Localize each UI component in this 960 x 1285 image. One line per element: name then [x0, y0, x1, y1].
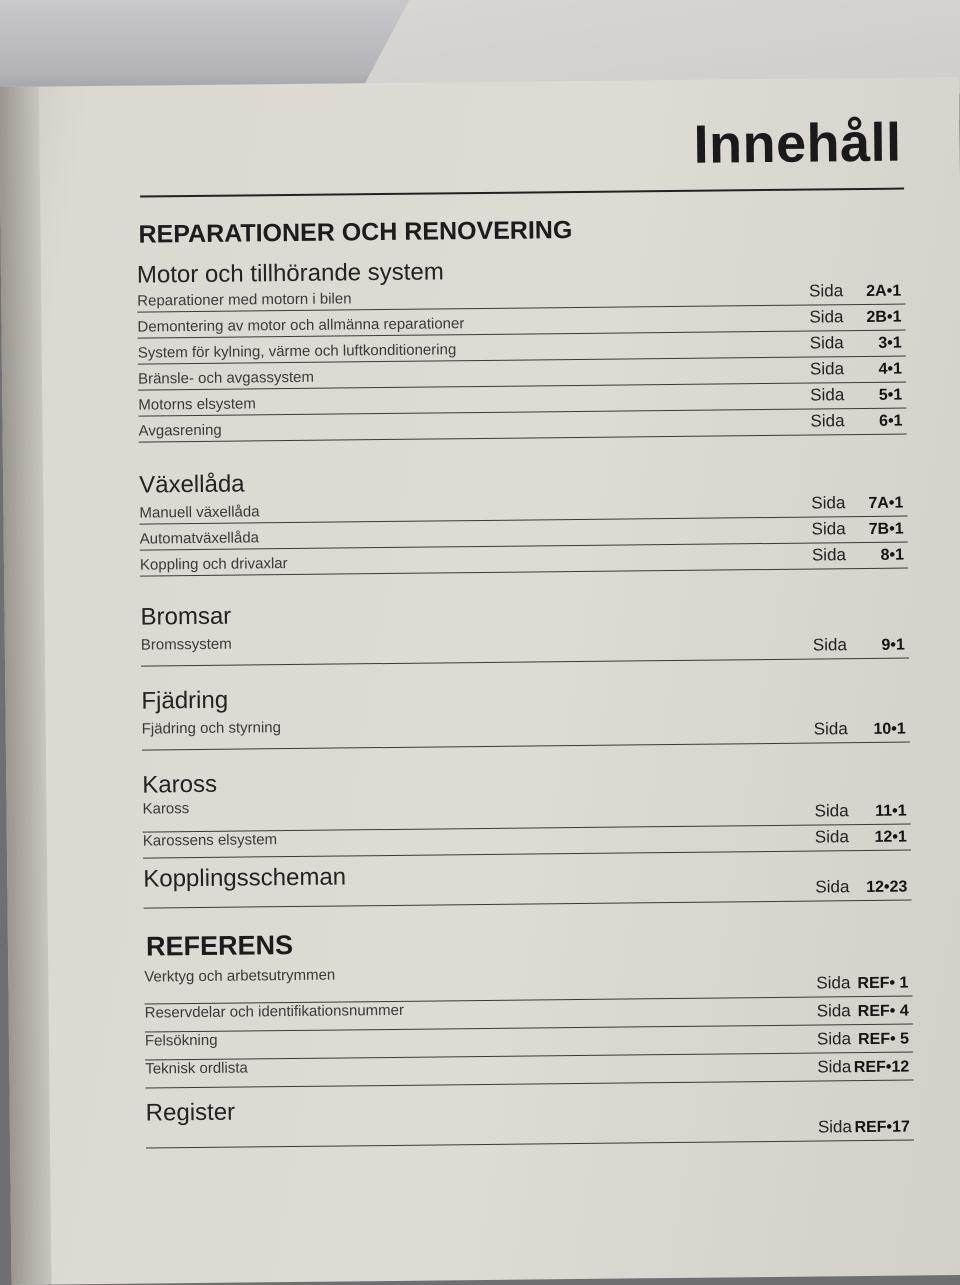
toc-row-sida: Sida [811, 545, 847, 565]
toc-row-sida: Sida [817, 1117, 853, 1137]
toc-row-label: Reparationer med motorn i bilen [137, 290, 352, 310]
group-heading-bromsar: Bromsar [140, 602, 232, 631]
toc-row-sida: Sida [811, 519, 846, 539]
toc-row-sida: Sida [814, 801, 849, 821]
toc-row-sida: Sida [810, 385, 845, 405]
toc-row-label: Teknisk ordlista [145, 1059, 248, 1078]
section-heading-reparationer: REPARATIONER OCH RENOVERING [138, 216, 573, 249]
toc-row-page: 7A•1 [868, 494, 904, 512]
toc-row-sida: Sida [814, 827, 849, 847]
toc-row-label: Automatväxellåda [139, 529, 260, 548]
section-heading-referens: REFERENS [145, 930, 294, 962]
group-heading-fjadring: Fjädring [141, 686, 229, 715]
toc-row-page: REF• 4 [857, 1002, 909, 1021]
toc-row-label: Fjädring och styrning [141, 719, 282, 738]
toc-row-page: 12•1 [874, 828, 907, 846]
toc-row-sida: Sida [816, 1001, 851, 1021]
toc-row-kopplingsscheman [143, 860, 911, 909]
page-title: Innehåll [693, 112, 902, 175]
toc-row-label: Felsökning [144, 1031, 218, 1050]
group-heading-kopplingsscheman: Kopplingsscheman [143, 863, 347, 893]
toc-row-label: Karossens elsystem [142, 831, 278, 850]
toc-row-page: 12•23 [866, 878, 908, 896]
toc-row-page: 11•1 [875, 802, 907, 820]
toc-row-sida: Sida [809, 333, 844, 353]
toc-row-page: REF• 5 [857, 1030, 910, 1049]
toc-row-page: 7B•1 [868, 520, 904, 538]
toc-row-label: Reservdelar och identifikationsnummer [144, 1001, 405, 1022]
toc-row-label: Bränsle- och avgassystem [137, 368, 315, 388]
toc-row-sida: Sida [816, 1029, 852, 1049]
group-heading-vaxellada: Växellåda [139, 470, 245, 499]
toc-row-label: Bromssystem [140, 635, 232, 654]
title-rule [140, 188, 904, 198]
toc-row-sida: Sida [810, 411, 845, 431]
toc-row-page: REF•12 [853, 1058, 910, 1077]
toc-row-sida: Sida [809, 359, 845, 379]
toc-row [141, 624, 909, 667]
toc-row-label: Koppling och drivaxlar [139, 555, 288, 574]
toc-row-page: 8•1 [880, 546, 905, 564]
toc-row-sida: Sida [817, 1057, 852, 1077]
toc-row-sida: Sida [816, 973, 851, 993]
toc-row-page: 10•1 [873, 720, 906, 738]
toc-row-label: System för kylning, värme och luftkonditionering [137, 341, 457, 362]
book-page [0, 77, 960, 1285]
toc-row-label: Avgasrening [138, 421, 222, 440]
toc-row-page: 2A•1 [866, 282, 902, 300]
toc-row-label: Motorns elsystem [138, 395, 256, 414]
toc-row-page: 5•1 [878, 386, 903, 404]
toc-row-page: 3•1 [878, 334, 902, 352]
toc-row-label: Kaross [142, 800, 190, 818]
toc-row-page: REF• 1 [857, 974, 909, 993]
toc-row-sida: Sida [809, 307, 844, 327]
group-heading-kaross: Kaross [142, 770, 218, 799]
toc-row-page: 2B•1 [866, 308, 902, 326]
toc-row-sida: Sida [813, 719, 848, 739]
toc-row [142, 708, 910, 751]
toc-row-label: Verktyg och arbetsutrymmen [144, 966, 336, 986]
toc-row-sida: Sida [809, 281, 844, 301]
toc-row-label: Demontering av motor och allmänna reparationer [137, 315, 465, 336]
toc-row-sida: Sida [811, 493, 846, 513]
toc-row-page: REF•17 [854, 1118, 911, 1137]
toc-row-page: 6•1 [879, 412, 903, 430]
toc-row-page: 4•1 [878, 360, 903, 378]
group-heading-motor: Motor och tillhörande system [136, 258, 444, 289]
toc-row-sida: Sida [812, 635, 847, 655]
group-heading-register: Register [145, 1098, 236, 1127]
toc-row-label: Manuell växellåda [139, 503, 260, 522]
page-gutter [0, 87, 52, 1285]
toc-row-sida: Sida [815, 877, 850, 897]
toc-row-register [146, 1094, 914, 1149]
toc-row-page: 9•1 [881, 636, 905, 654]
